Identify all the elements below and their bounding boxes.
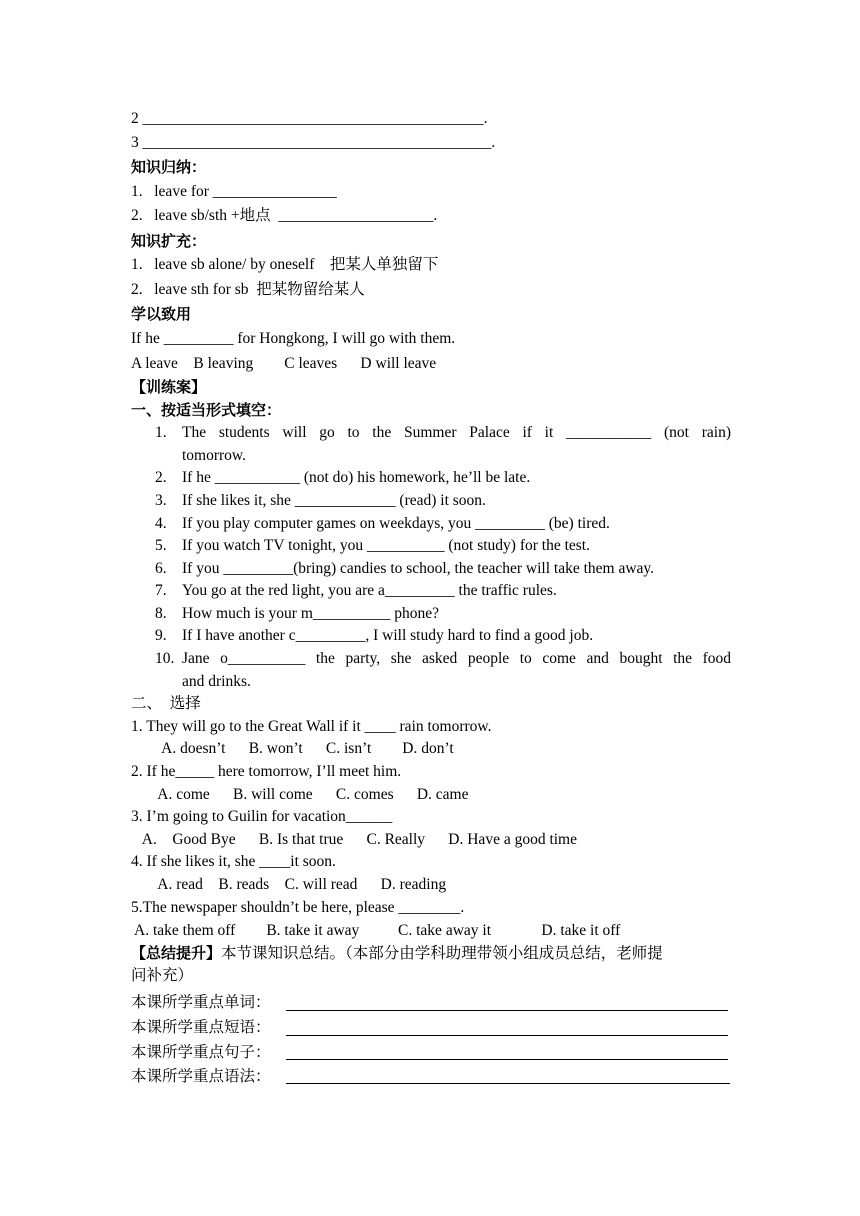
choice-options: A. doesn’t B. won’t C. isn’t D. don’t (131, 740, 454, 757)
blank-line-2: 2 ____________________________________________. (131, 110, 488, 127)
field-underline-words[interactable] (286, 1010, 728, 1011)
fill-item-text: If you play computer games on weekdays, you _________ (be) tired. (182, 515, 610, 532)
field-label-phrases: 本课所学重点短语： (131, 1019, 271, 1036)
fill-item-number: 4. (155, 515, 167, 532)
fill-item-number: 9. (155, 627, 167, 644)
fill-item-number: 3. (155, 492, 167, 509)
fill-item-number: 10. (155, 650, 175, 667)
fill-item-number: 5. (155, 537, 167, 554)
fill-item-text: If she likes it, she _____________ (read) it soon. (182, 492, 486, 509)
fill-item-text: and drinks. (182, 673, 251, 690)
apply-heading: 学以致用 (131, 305, 192, 323)
knowledge-extension-heading: 知识扩充： (131, 232, 207, 250)
fill-item-number: 1. (155, 424, 167, 441)
fill-item-text: How much is your m__________ phone? (182, 605, 440, 622)
training-heading: 【训练案】 (131, 378, 207, 396)
knowledge-extension-item: 2. leave sth for sb 把某物留给某人 (131, 281, 365, 298)
fill-item-number: 2. (155, 469, 167, 486)
fill-item-number: 6. (155, 560, 167, 577)
summary-text-cont: 问补充） (131, 967, 194, 984)
fill-item-text: If you watch TV tonight, you __________ (not study) for the test. (182, 537, 590, 554)
fill-item-text: You go at the red light, you are a_________ the traffic rules. (182, 582, 557, 599)
choice-question: 3. I’m going to Guilin for vacation______ (131, 808, 393, 825)
part1-heading: 一、按适当形式填空： (131, 401, 282, 419)
field-label-words: 本课所学重点单词： (131, 994, 271, 1011)
field-underline-phrases[interactable] (286, 1035, 728, 1036)
fill-item-text: Jane o__________ the party, she asked people to come and bought the food (182, 650, 731, 667)
choice-question: 1. They will go to the Great Wall if it ____ rain tomorrow. (131, 718, 492, 735)
blank-line-3: 3 _____________________________________________. (131, 134, 496, 151)
choice-options: A. take them off B. take it away C. take away it D. take it off (131, 922, 621, 939)
knowledge-summary-item: 1. leave for ________________ (131, 183, 337, 200)
summary-heading: 【总结提升】 (131, 944, 222, 962)
field-label-sentences: 本课所学重点句子： (131, 1044, 271, 1061)
summary-text: 本节课知识总结。（本部分由学科助理带领小组成员总结，老师提 (221, 945, 663, 962)
field-underline-sentences[interactable] (286, 1059, 728, 1060)
field-underline-grammar[interactable] (286, 1083, 730, 1084)
fill-item-text: If you _________(bring) candies to school, the teacher will take them away. (182, 560, 655, 577)
fill-item-text: If he ___________ (not do) his homework, he’ll be late. (182, 469, 531, 486)
choice-options: A. Good Bye B. Is that true C. Really D. Have a good time (131, 831, 577, 848)
knowledge-summary-item: 2. leave sb/sth +地点 ____________________. (131, 207, 438, 224)
fill-item-text: If I have another c_________, I will study hard to find a good job. (182, 627, 594, 644)
knowledge-summary-heading: 知识归纳： (131, 158, 207, 176)
fill-item-number: 8. (155, 605, 167, 622)
choice-options: A. come B. will come C. comes D. came (131, 786, 469, 803)
choice-question: 4. If she likes it, she ____it soon. (131, 853, 336, 870)
choice-question: 5.The newspaper shouldn’t be here, please ________. (131, 899, 465, 916)
fill-item-text: The students will go to the Summer Palace if it ___________ (not rain) (182, 424, 731, 441)
field-label-grammar: 本课所学重点语法： (131, 1068, 271, 1085)
knowledge-extension-item: 1. leave sb alone/ by oneself 把某人单独留下 (131, 256, 439, 273)
choice-question: 2. If he_____ here tomorrow, I’ll meet him. (131, 763, 402, 780)
choice-options: A. read B. reads C. will read D. reading (131, 876, 447, 893)
apply-options: A leave B leaving C leaves D will leave (131, 355, 437, 372)
apply-question: If he _________ for Hongkong, I will go with them. (131, 330, 456, 347)
part2-heading: 二、 选择 (131, 695, 201, 712)
fill-item-number: 7. (155, 582, 167, 599)
fill-item-text: tomorrow. (182, 447, 246, 464)
summary-line-1 (131, 943, 663, 964)
